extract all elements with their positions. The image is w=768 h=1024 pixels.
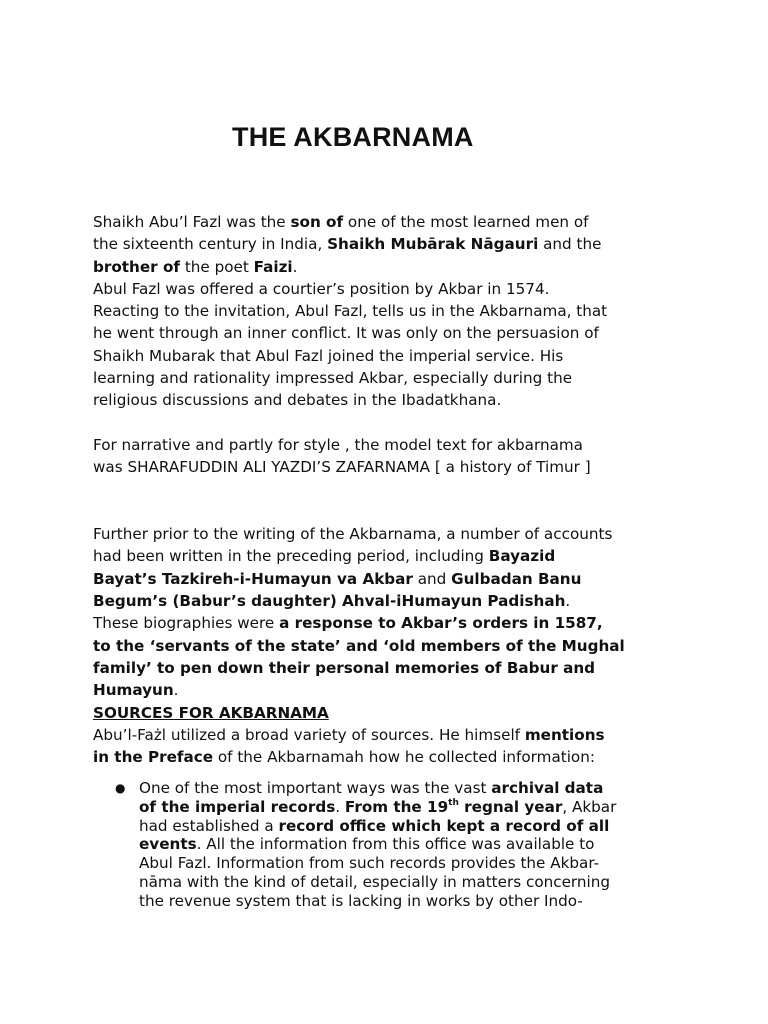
text-line: Further prior to the writing of the Akbarnama, a number of accounts — [93, 525, 613, 544]
text-line: to the ‘servants of the state’ and ‘old members of the Mughal — [93, 636, 625, 655]
body-text — [93, 211, 683, 768]
text-line: One of the most important ways was the vast archival data — [139, 779, 604, 797]
page-title: THE AKBARNAMA — [232, 122, 474, 152]
text-line: of the imperial records. From the 19th regnal year, Akbar — [139, 797, 617, 816]
bullet-icon: ● — [115, 781, 126, 795]
text-line: Abul Fazl was offered a courtier’s position by Akbar in 1574. — [93, 279, 550, 298]
text-line: religious discussions and debates in the Ibadatkhana. — [93, 391, 502, 410]
text-line: events. All the information from this office was available to — [139, 835, 595, 854]
text-line: had established a record office which kept a record of all — [139, 816, 610, 835]
text-line: in the Preface of the Akbarnamah how he collected information: — [93, 748, 595, 767]
text-line: Shaikh Abu’l Fazl was the son of one of the most learned men of — [93, 213, 589, 231]
text-line: For narrative and partly for style , the model text for akbarnama — [93, 435, 583, 454]
text-line: family’ to pen down their personal memories of Babur and — [93, 658, 596, 677]
text-line: Abul Fazl. Information from such records provides the Akbar- — [139, 854, 600, 873]
text-line: nāma with the kind of detail, especially in matters concerning — [139, 872, 611, 891]
section-heading: SOURCES FOR AKBARNAMA — [93, 703, 329, 722]
text-line: Bayat’s Tazkireh-i-Humayun va Akbar and Gulbadan Banu — [93, 569, 582, 588]
text-line: Shaikh Mubarak that Abul Fazl joined the imperial service. His — [93, 346, 564, 365]
text-line: Humayun. — [93, 681, 179, 700]
text-line: had been written in the preceding period, including Bayazid — [93, 547, 556, 566]
text-line: learning and rationality impressed Akbar, especially during the — [93, 369, 573, 388]
text-line: Begum’s (Babur’s daughter) Ahval-iHumayun Padishah. — [93, 592, 571, 611]
text-line: These biographies were a response to Akbar’s orders in 1587, — [93, 614, 603, 633]
text-line: Reacting to the invitation, Abul Fazl, tells us in the Akbarnama, that — [93, 302, 608, 321]
text-line: the revenue system that is lacking in works by other Indo- — [139, 891, 583, 910]
text-line: was SHARAFUDDIN ALI YAZDI’S ZAFARNAMA [ a history of Timur ] — [93, 458, 591, 477]
text-line: brother of the poet Faizi. — [93, 257, 298, 276]
text-line: he went through an inner conflict. It was only on the persuasion of — [93, 324, 599, 343]
text-line: Abu’l-Fażl utilized a broad variety of sources. He himself mentions — [93, 725, 605, 744]
text-line: the sixteenth century in India, Shaikh Mubārak Nāgauri and the — [93, 235, 602, 254]
bullet-text — [139, 779, 679, 911]
